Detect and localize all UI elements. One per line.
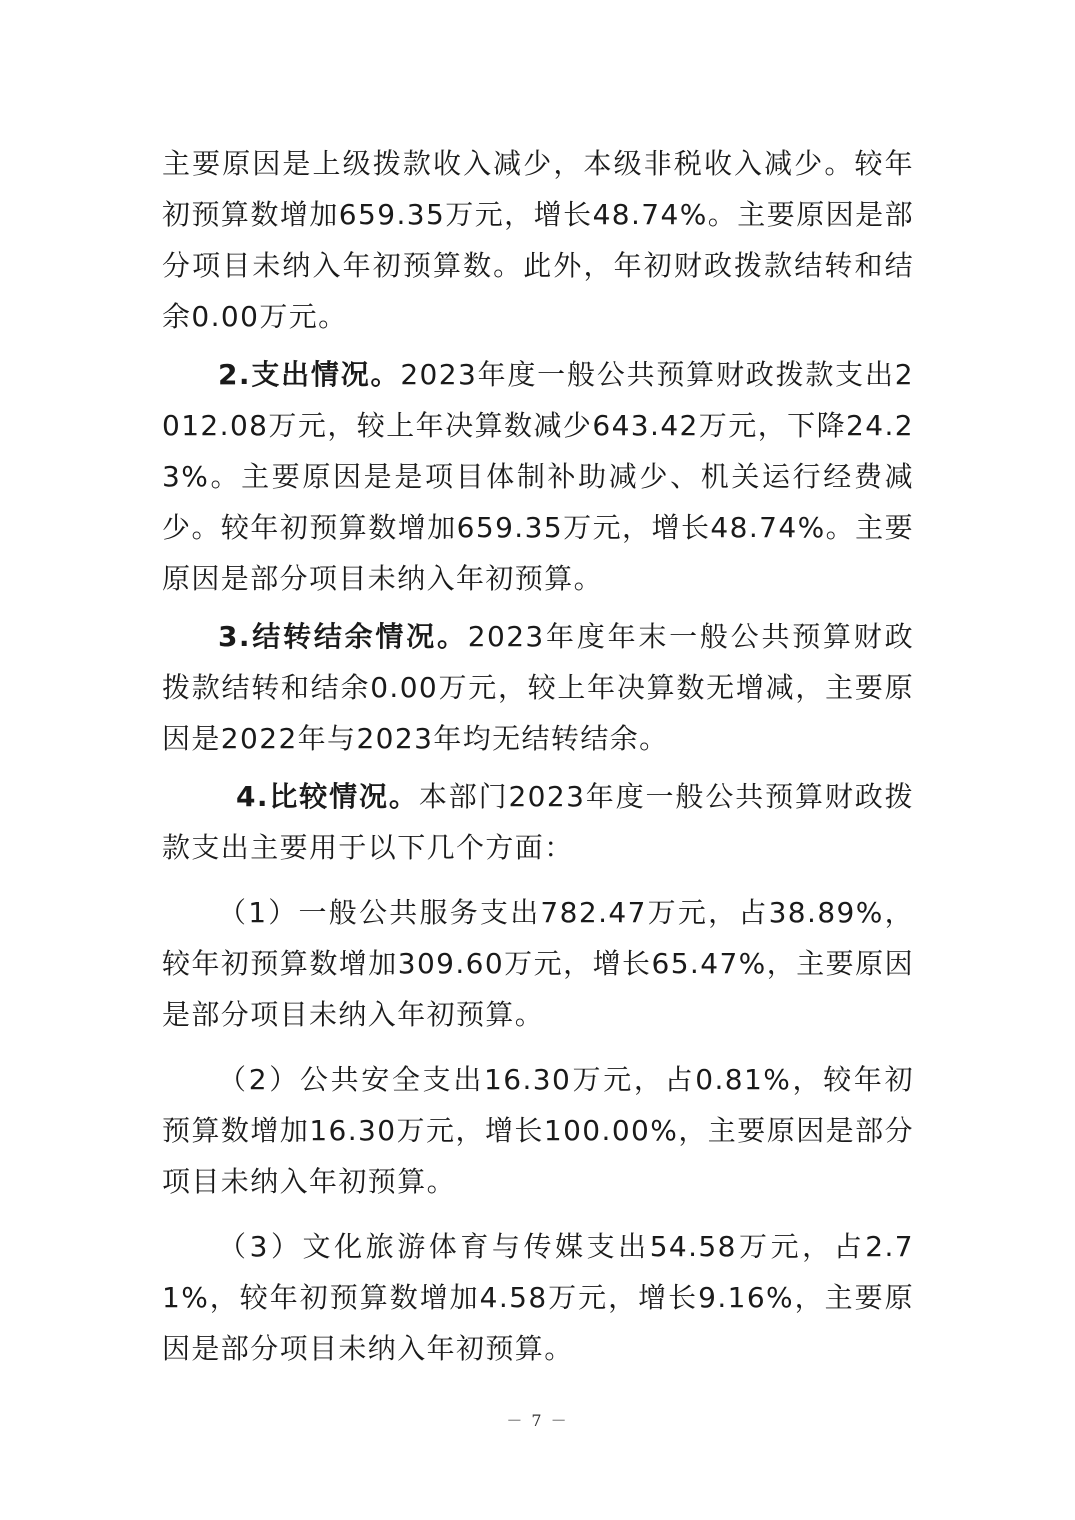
section-heading-carryover: 3.结转结余情况。: [218, 620, 468, 653]
list-item-public-services: [162, 887, 914, 1040]
body-text: [162, 138, 914, 1374]
paragraph-text: 2023年度年末一般公共预算财政拨款结转和结余0.00万元，较上年决算数无增减，主要原因是2022年与2023年均无结转结余。: [162, 620, 914, 755]
page-number: － 7 －: [506, 1411, 569, 1430]
paragraph-text: 2023年度一般公共预算财政拨款支出2012.08万元，较上年决算数减少643.42万元，下降24.23%。主要原因是是项目体制补助减少、机关运行经费减少。较年初预算数增加659.35万元，增长48.74%。主要原因是部分项目未纳入年初预算。: [162, 358, 914, 595]
paragraph-carryover: [162, 611, 914, 764]
paragraph-comparison: [162, 771, 914, 873]
section-heading-expenditure: 2.支出情况。: [218, 358, 401, 391]
paragraph-text: （3）文化旅游体育与传媒支出54.58万元，占2.71%，较年初预算数增加4.58万元，增长9.16%，主要原因是部分项目未纳入年初预算。: [162, 1230, 914, 1365]
paragraph-text: 主要原因是上级拨款收入减少，本级非税收入减少。较年初预算数增加659.35万元，增长48.74%。主要原因是部分项目未纳入年初预算数。此外，年初财政拨款结转和结余0.00万元。: [162, 147, 914, 333]
section-heading-comparison: 4.比较情况。: [236, 780, 419, 813]
list-item-public-security: [162, 1054, 914, 1207]
paragraph-text: 本部门2023年度一般公共预算财政拨款支出主要用于以下几个方面：: [162, 780, 914, 864]
list-item-culture-tourism: [162, 1221, 914, 1374]
paragraph-expenditure: [162, 349, 914, 604]
paragraph-text: （2）公共安全支出16.30万元，占0.81%，较年初预算数增加16.30万元，增长100.00%，主要原因是部分项目未纳入年初预算。: [162, 1063, 914, 1198]
paragraph-text: （1）一般公共服务支出782.47万元，占38.89%，较年初预算数增加309.60万元，增长65.47%，主要原因是部分项目未纳入年初预算。: [162, 896, 914, 1031]
paragraph-income-reason: [162, 138, 914, 342]
